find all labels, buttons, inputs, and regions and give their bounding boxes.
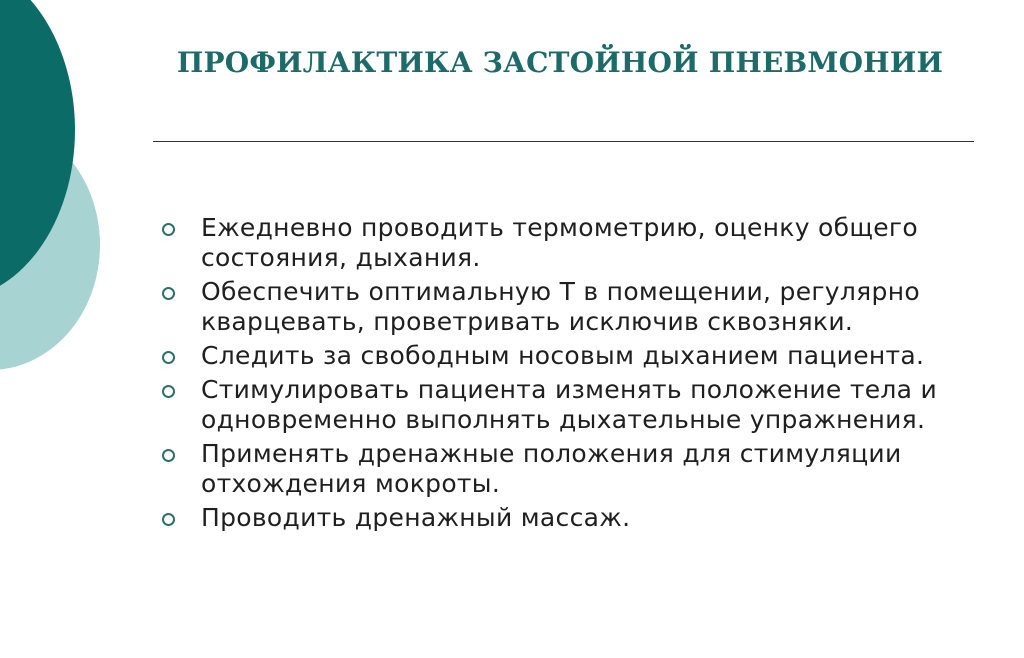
bullet-item — [162, 439, 962, 499]
bullet-text: Следить за свободным носовым дыханием пациента. — [201, 341, 925, 370]
bullet-list — [162, 213, 962, 537]
bullet-circle-icon — [162, 513, 175, 526]
bullet-circle-icon — [162, 351, 175, 364]
bullet-item — [162, 375, 962, 435]
bullet-item — [162, 341, 962, 371]
bullet-item — [162, 213, 962, 273]
bullet-text: Проводить дренажный массаж. — [201, 503, 631, 532]
bullet-text: Ежедневно проводить термометрию, оценку общего состояния, дыхания. — [201, 213, 918, 272]
bullet-text: Стимулировать пациента изменять положение тела и одновременно выполнять дыхательные упражнения. — [201, 375, 938, 434]
slide-title: ПРОФИЛАКТИКА ЗАСТОЙНОЙ ПНЕВМОНИИ — [176, 46, 944, 79]
bullet-circle-icon — [162, 223, 175, 236]
bullet-item — [162, 503, 962, 533]
bullet-item — [162, 277, 962, 337]
bullet-circle-icon — [162, 385, 175, 398]
bullet-circle-icon — [162, 287, 175, 300]
bullet-text: Обеспечить оптимальную Т в помещении, регулярно кварцевать, проветривать исключив сквозняки. — [201, 277, 920, 336]
bullet-text: Применять дренажные положения для стимуляции отхождения мокроты. — [201, 439, 902, 498]
bullet-circle-icon — [162, 449, 175, 462]
title-divider — [153, 141, 974, 142]
